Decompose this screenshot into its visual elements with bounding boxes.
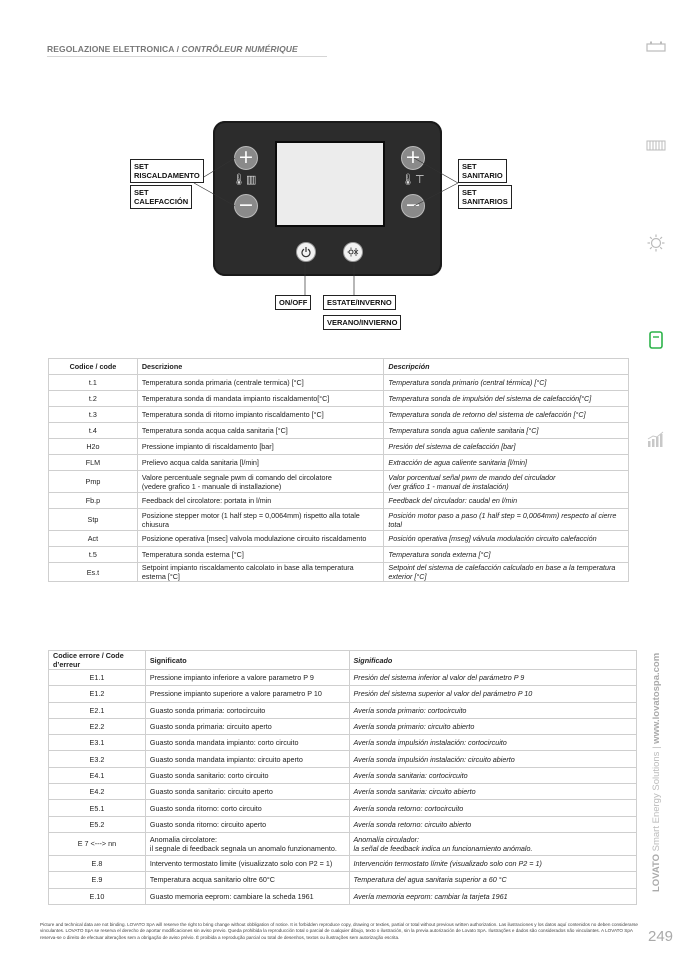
table-row xyxy=(49,509,629,531)
code-cell: t.3 xyxy=(49,407,138,423)
table-row xyxy=(49,531,629,547)
text-cell-es: Posición motor paso a paso (1 half step = 0,0064mm) respecto al cierre total xyxy=(384,509,629,531)
text-cell-it: Anomalia circolatore: il segnale di feedback segnala un anomalo funzionamento. xyxy=(145,832,349,855)
text-cell-es: Temperatura sonda externa [°C] xyxy=(384,547,629,563)
col-header-description-es: Descripción xyxy=(384,359,629,375)
text-cell-es: Avería memoria eeprom: cambiar la tarjeta 1961 xyxy=(349,888,636,904)
text-cell-es: Temperatura sonda de impulsión del sistema de calefacción[°C] xyxy=(384,391,629,407)
table-row xyxy=(49,439,629,455)
callout-lines xyxy=(0,0,677,340)
table-row xyxy=(49,832,637,855)
code-cell: H2o xyxy=(49,439,138,455)
col-header-error-code: Codice errore / Code d’erreur xyxy=(49,651,146,670)
header-title-fr: CONTRÔLEUR NUMÉRIQUE xyxy=(181,44,298,54)
table-row xyxy=(49,888,637,904)
code-cell: Pmp xyxy=(49,471,138,493)
col-header-code: Codice / code xyxy=(49,359,138,375)
code-cell: t.2 xyxy=(49,391,138,407)
code-cell: E.9 xyxy=(49,872,146,888)
text-cell-it: Prelievo acqua calda sanitaria [l/min] xyxy=(137,455,384,471)
col-header-meaning-es: Significado xyxy=(349,651,636,670)
table-row xyxy=(49,855,637,871)
table-row xyxy=(49,455,629,471)
brand-url: www.lovatospa.com xyxy=(651,652,662,744)
table-row xyxy=(49,391,629,407)
table-row xyxy=(49,670,637,686)
text-cell-it: Temperatura sonda primaria (centrale termica) [°C] xyxy=(137,375,384,391)
text-cell-es: Avería sonda primario: cortocircuito xyxy=(349,702,636,718)
code-cell: E4.1 xyxy=(49,767,146,783)
footnote-disclaimer: Picture and technical data are not binding. LOVATO SpA will reserve the right to bring change without obbligation of notice. It is forbidden reproduce copy, drawing or texties, partial or total without previous written authorization. Las ilustraciones y los datos aquí contenidos no deben considerarse vinculantes. LOVATO SpA se reserva el derecho de aportar modificaciones sin aviso previo. Queda prohibida la reproducción total o parcial de cualquier dibujo, texto o ilustración, sin la previa autorización de Lovato SpA. Ilustrações e dados são considerados não vinculantes. A LOVATO SpA reserva-se o direito de efectuar alterações sem a obrigação de aviso prévio. É proibida a reprodução parcial ou total de desenhos, textos ou ilustrações sem autorização escrita. xyxy=(40,922,638,940)
text-cell-it: Temperatura acqua sanitario oltre 60°C xyxy=(145,872,349,888)
text-cell-it: Guasto sonda primaria: cortocircuito xyxy=(145,702,349,718)
set-heating-label-it: SET RISCALDAMENTO xyxy=(130,159,204,183)
text-cell-es: Presión del sistema superior al valor del parámetro P 10 xyxy=(349,686,636,702)
table-row xyxy=(49,784,637,800)
text-cell-it: Guasto sonda sanitario: corto circuito xyxy=(145,767,349,783)
table-row xyxy=(49,735,637,751)
code-cell: E3.2 xyxy=(49,751,146,767)
text-cell-es: Presión del sistema de calefacción [bar] xyxy=(384,439,629,455)
onoff-label: ON/OFF xyxy=(275,295,311,310)
text-cell-es: Avería sonda primario: circuito abierto xyxy=(349,718,636,734)
code-cell: E2.1 xyxy=(49,702,146,718)
text-cell-it: Intervento termostato limite (visualizzato solo con P2 = 1) xyxy=(145,855,349,871)
text-cell-es: Avería sonda retorno: cortocircuito xyxy=(349,800,636,816)
code-cell: FLM xyxy=(49,455,138,471)
text-cell-es: Presión del sistema inferior al valor del parámetro P 9 xyxy=(349,670,636,686)
heating-minus-button[interactable]: − xyxy=(234,194,258,218)
text-cell-es: Temperatura sonda primario (central térmica) [°C] xyxy=(384,375,629,391)
text-cell-es: Avería sonda sanitaria: circuito abierto xyxy=(349,784,636,800)
table-row xyxy=(49,547,629,563)
code-cell: E5.1 xyxy=(49,800,146,816)
text-cell-es: Extracción de agua caliente sanitaria [l/min] xyxy=(384,455,629,471)
text-cell-es: Avería sonda impulsión instalación: circuito abierto xyxy=(349,751,636,767)
code-cell: t.5 xyxy=(49,547,138,563)
table-row xyxy=(49,767,637,783)
code-cell: E.8 xyxy=(49,855,146,871)
code-cell: E.10 xyxy=(49,888,146,904)
text-cell-es: Posición operativa [mseg] válvula modulación circuito calefacción xyxy=(384,531,629,547)
table-row xyxy=(49,407,629,423)
text-cell-it: Temperatura sonda esterna [°C] xyxy=(137,547,384,563)
page-number: 249 xyxy=(648,928,674,945)
text-cell-it: Pressione impianto inferiore a valore parametro P 9 xyxy=(145,670,349,686)
heating-icon: 🌡▥ xyxy=(232,173,257,186)
text-cell-it: Posizione stepper motor (1 half step = 0,0064mm) rispetto alla totale chiusura xyxy=(137,509,384,531)
code-cell: E 7 <---> nn xyxy=(49,832,146,855)
code-cell: t.4 xyxy=(49,423,138,439)
season-label-it: ESTATE/INVERNO xyxy=(323,295,396,310)
table-row xyxy=(49,816,637,832)
text-cell-es: Temperatura sonda de retorno del sistema de calefacción [°C] xyxy=(384,407,629,423)
text-cell-it: Posizione operativa [msec] valvola modulazione circuito riscaldamento xyxy=(137,531,384,547)
code-cell: E3.1 xyxy=(49,735,146,751)
text-cell-es: Temperatura sonda agua caliente sanitaria [°C] xyxy=(384,423,629,439)
text-cell-it: Guasto memoria eeprom: cambiare la scheda 1961 xyxy=(145,888,349,904)
set-dhw-label-es: SET SANITARIOS xyxy=(458,185,512,209)
text-cell-it: Guasto sonda mandata impianto: corto circuito xyxy=(145,735,349,751)
season-label-es: VERANO/INVIERNO xyxy=(323,315,401,330)
table-row xyxy=(49,375,629,391)
code-cell: Stp xyxy=(49,509,138,531)
text-cell-it: Setpoint impianto riscaldamento calcolato in base alla temperatura esterna [°C] xyxy=(137,563,384,582)
code-cell: E2.2 xyxy=(49,718,146,734)
text-cell-it: Guasto sonda ritorno: circuito aperto xyxy=(145,816,349,832)
parameters-table xyxy=(48,358,629,582)
text-cell-es: Setpoint del sistema de calefacción calculado en base a la temperatura exterior [°C] xyxy=(384,563,629,582)
table-row xyxy=(49,751,637,767)
dhw-minus-button[interactable]: − xyxy=(401,194,425,218)
tap-icon: 🌡⊤ xyxy=(401,173,425,186)
set-dhw-label-it: SET SANITARIO xyxy=(458,159,507,183)
text-cell-it: Guasto sonda sanitario: circuito aperto xyxy=(145,784,349,800)
code-cell: Es.t xyxy=(49,563,138,582)
text-cell-it: Guasto sonda mandata impianto: circuito aperto xyxy=(145,751,349,767)
text-cell-it: Temperatura sonda di ritorno impianto riscaldamento [°C] xyxy=(137,407,384,423)
text-cell-it: Guasto sonda ritorno: corto circuito xyxy=(145,800,349,816)
header-title-it: REGOLAZIONE ELETTRONICA / xyxy=(47,44,182,54)
text-cell-es: Anomalía circulador: la señal de feedback indica un funcionamiento anómalo. xyxy=(349,832,636,855)
side-brand xyxy=(651,653,662,892)
text-cell-es: Avería sonda retorno: circuito abierto xyxy=(349,816,636,832)
text-cell-es: Intervención termostato límite (visualizado solo con P2 = 1) xyxy=(349,855,636,871)
table-row xyxy=(49,686,637,702)
brand-name: LOVATO xyxy=(651,854,662,892)
table-row xyxy=(49,872,637,888)
text-cell-it: Guasto sonda primaria: circuito aperto xyxy=(145,718,349,734)
col-header-meaning-it: Significato xyxy=(145,651,349,670)
text-cell-it: Temperatura sonda di mandata impianto riscaldamento[°C] xyxy=(137,391,384,407)
code-cell: Act xyxy=(49,531,138,547)
code-cell: E1.1 xyxy=(49,670,146,686)
text-cell-es: Temperatura del agua sanitaria superior a 60 °C xyxy=(349,872,636,888)
chart-icon xyxy=(645,430,667,448)
table-row xyxy=(49,800,637,816)
brand-tagline: Smart Energy Solutions | xyxy=(651,743,662,854)
code-cell: t.1 xyxy=(49,375,138,391)
set-heating-label-es: SET CALEFACCIÓN xyxy=(130,185,192,209)
code-cell: E5.2 xyxy=(49,816,146,832)
text-cell-es: Avería sonda sanitaria: cortocircuito xyxy=(349,767,636,783)
col-header-description-it: Descrizione xyxy=(137,359,384,375)
text-cell-it: Pressione impianto di riscaldamento [bar] xyxy=(137,439,384,455)
text-cell-es: Feedback del circulador: caudal en l/min xyxy=(384,493,629,509)
code-cell: E4.2 xyxy=(49,784,146,800)
text-cell-it: Temperatura sonda acqua calda sanitaria [°C] xyxy=(137,423,384,439)
table-row xyxy=(49,718,637,734)
table-row xyxy=(49,563,629,582)
text-cell-it: Pressione impianto superiore a valore parametro P 10 xyxy=(145,686,349,702)
text-cell-it: Valore percentuale segnale pwm di comando del circolatore (vedere grafico 1 - manuale di installazione) xyxy=(137,471,384,493)
code-cell: E1.2 xyxy=(49,686,146,702)
code-cell: Fb.p xyxy=(49,493,138,509)
text-cell-it: Feedback del circolatore: portata in l/min xyxy=(137,493,384,509)
text-cell-es: Avería sonda impulsión instalación: cortocircuito xyxy=(349,735,636,751)
error-codes-table xyxy=(48,650,637,905)
heating-plus-button[interactable]: + xyxy=(234,146,258,170)
table-row xyxy=(49,493,629,509)
table-row xyxy=(49,471,629,493)
text-cell-es: Valor porcentual señal pwm de mando del circulador (ver gráfico 1 - manual de instalación) xyxy=(384,471,629,493)
dhw-plus-button[interactable]: + xyxy=(401,146,425,170)
table-row xyxy=(49,423,629,439)
table-row xyxy=(49,702,637,718)
